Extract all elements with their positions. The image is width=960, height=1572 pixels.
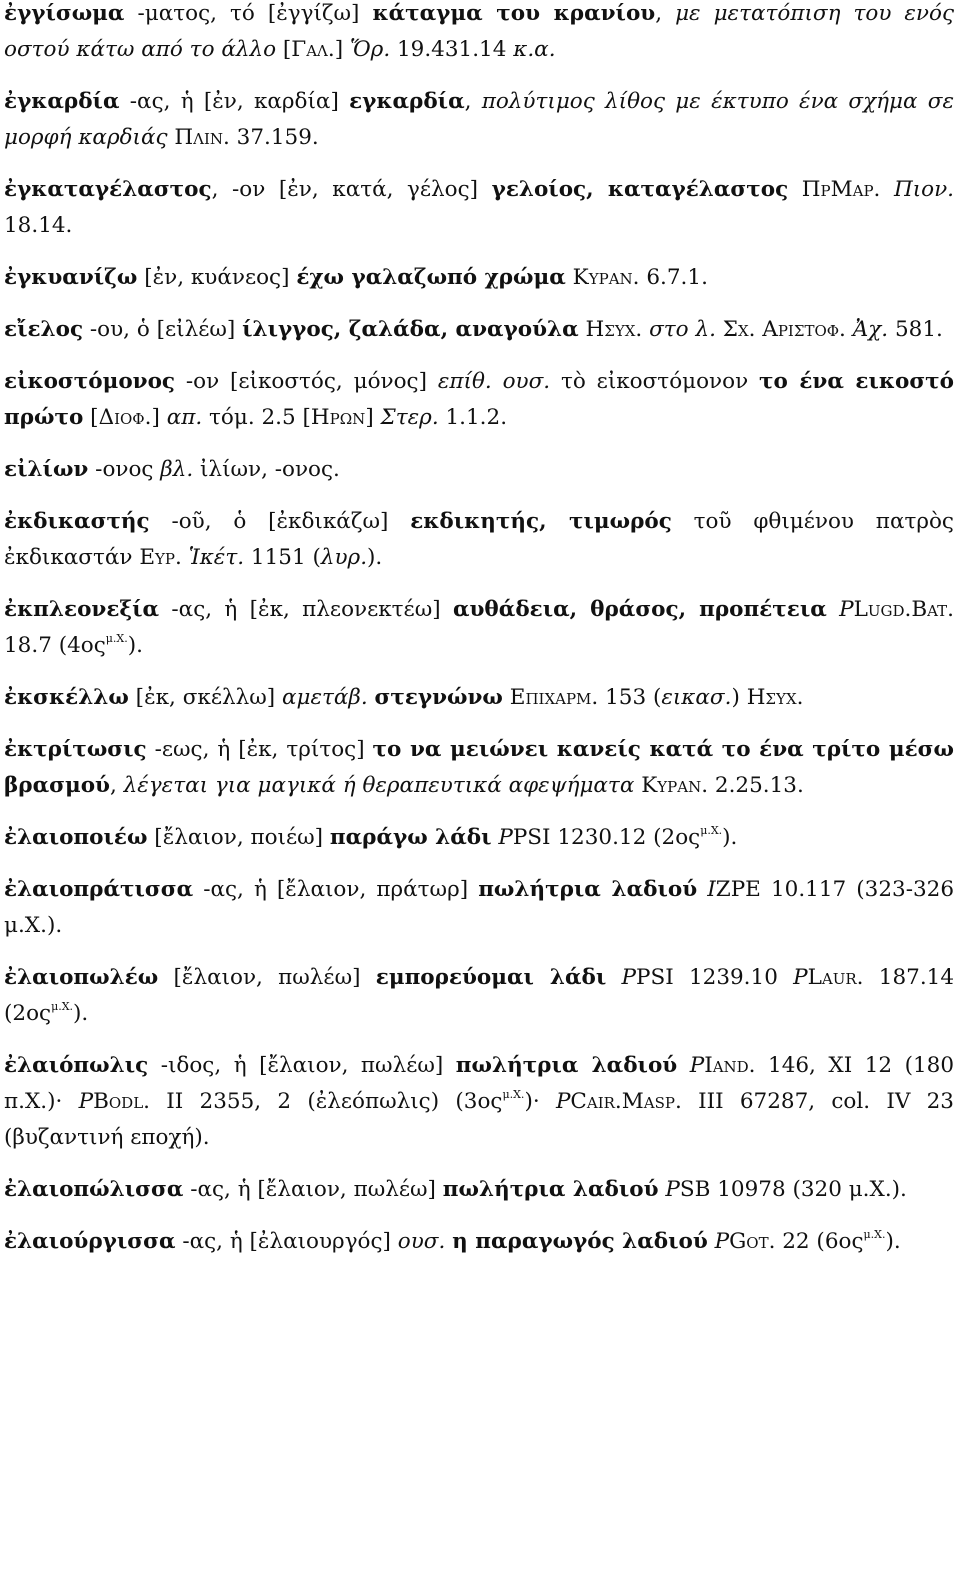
headword: ἐκσκέλλω [4,685,129,710]
entry-text: SB [679,1177,711,1202]
source-abbreviation: Lugd.Bat. [853,597,954,622]
definition: το ένα εικοστό πρώτο [4,369,954,430]
italic-note: πολύτιμος λίθος με έκτυπο ένα σχήμα σε μορφή καρδιάς [4,89,954,150]
entry-text [606,965,621,990]
entry-text: 10978 (320 μ.Χ.). [710,1177,907,1202]
entry-elaiopolis [4,1048,954,1156]
entry-text: ] [151,405,167,430]
source-abbreviation: Επιχαρμ. [509,685,599,710]
entry-text: -ας, ἡ [ἐλαιουργός] [175,1229,398,1254]
entry-text: -ας, ἡ [ἐκ, πλεονεκτέω] [159,597,453,622]
entry-text: ] [334,37,350,62]
entry-text: -ιδος, ἡ [ἔλαιον, πωλέω] [148,1053,456,1078]
entry-text: ). [885,1229,901,1254]
definition: πωλήτρια λαδιού [478,877,698,902]
entry-elaiopoleo [4,960,954,1032]
italic-note: P [78,1089,94,1114]
italic-note: P [689,1053,705,1078]
entry-text: ). [367,545,383,570]
entry-text: ἰλίων, -ονος. [193,457,340,482]
entry-eikostomonos [4,364,954,436]
headword: εἰκοστόμονος [4,369,176,394]
entry-text: ZPE [715,877,761,902]
entry-text: ). [722,825,738,850]
entry-elaiopratissa [4,872,954,944]
entry-elaiopolissa [4,1172,954,1208]
entry-ekdikastis [4,504,954,576]
entry-text: , [655,1,676,26]
entry-enkatagelastos [4,172,954,244]
entry-ektritosis [4,732,954,804]
entry-text: , [109,773,124,798]
headword: ἐκπλεονεξία [4,597,160,622]
entry-text [503,685,510,710]
entry-text: -οῦ, ὁ [ἐκδικάζω] [149,509,411,534]
source-abbreviation: Got. [729,1229,776,1254]
entry-text: [ [83,405,99,430]
italic-note: λέγεται για μαγικά ή θεραπευτικά αφεψήματα [123,773,635,798]
source-abbreviation: Ηρων [310,405,366,430]
source-abbreviation: Cair.Masp. [570,1089,682,1114]
entry-text [182,545,189,570]
italic-note: P [621,965,636,990]
entry-text: -ον [εἰκοστός, μόνος] [175,369,438,394]
italic-note: P [498,825,513,850]
source-abbreviation: ΠρΜαρ. [801,177,881,202]
entry-text [697,877,707,902]
headword: εἴελος [4,317,84,342]
italic-note: απ. [166,405,203,430]
source-abbreviation: Γαλ. [291,37,335,62]
entry-elaiopoieo [4,820,954,856]
italic-note: Πιον. [893,177,955,202]
entry-text: 153 ( [598,685,662,710]
entry-text: -ας, ἡ [ἔλαιον, πράτωρ] [193,877,479,902]
entry-text: III 67287, col. IV 23 (βυζαντινή εποχή). [4,1089,954,1150]
source-abbreviation: Σχ. Αριστοφ. [722,317,846,342]
source-abbreviation: Ησυχ. [746,685,804,710]
source-abbreviation: Iand. [704,1053,756,1078]
source-abbreviation: Ευρ. [139,545,182,570]
definition: παράγω λάδι [329,825,492,850]
italic-note: P [793,965,808,990]
entry-text: , -ον [ἐν, κατά, γέλος] [211,177,492,202]
entry-text [368,685,375,710]
entry-text: 187.14 (2ος [4,965,955,1026]
entry-text: -ας, ἡ [ἐν, καρδία] [119,89,350,114]
entry-text: 6.7.1. [639,265,708,290]
headword: ἐλαιόπωλις [4,1053,149,1078]
entry-text: τόμ. 2.5 [ [202,405,311,430]
italic-note: εικασ. [661,685,732,710]
definition: εμπορεύομαι λάδι [375,965,607,990]
entry-text: [ἔλαιον, ποιέω] [147,825,330,850]
entry-text: ). [127,633,143,658]
entry-text: ). [73,1001,89,1026]
entry-enkardia [4,84,954,156]
entry-text: ] [365,405,381,430]
italic-note: λυρ. [320,545,368,570]
entry-text [827,597,839,622]
entry-text: PSI [512,825,551,850]
entry-text: 1239.10 [673,965,794,990]
entry-text: 18.14. [4,213,73,238]
headword: ἐγγίσωμα [4,1,125,26]
headword: ἐλαιούργισσα [4,1229,176,1254]
entry-text: )· [524,1089,556,1114]
definition: στεγνώνω [374,685,503,710]
era-superscript: μ.Χ. [502,1087,525,1101]
definition: πωλήτρια λαδιού [442,1177,659,1202]
entry-text [788,177,802,202]
era-superscript: μ.Χ. [863,1227,886,1241]
italic-note: ουσ. [397,1229,446,1254]
entry-text: 18.7 (4ος [4,633,106,658]
entry-text: 10.117 (323-326 μ.Χ.). [4,877,954,938]
era-superscript: μ.Χ. [105,631,128,645]
italic-note: κ.α. [513,37,556,62]
italic-note: στο λ. [649,317,716,342]
entry-text: 1.1.2. [438,405,508,430]
entry-text: -ας, ἡ [ἔλαιον, πωλέω] [183,1177,443,1202]
definition: έχω γαλαζωπό χρώμα [296,265,566,290]
entry-text [708,1229,715,1254]
era-superscript: μ.Χ. [51,999,74,1013]
entry-text: τὸ εἰκοστόμονον [550,369,760,394]
entry-text [677,1053,690,1078]
entry-text: ) [731,685,747,710]
definition: γελοίος, καταγέλαστος [491,177,789,202]
headword: ἐλαιοποιέω [4,825,148,850]
headword: ἐγκαταγέλαστος [4,177,212,202]
entry-text [716,317,723,342]
italic-note: I [707,877,716,902]
source-abbreviation: Διοφ. [98,405,152,430]
headword: εἰλίων [4,457,89,482]
entry-ekpleonexia [4,592,954,664]
italic-note: Ἱκέτ. [188,545,245,570]
italic-note: P [665,1177,680,1202]
entry-text [566,265,573,290]
entry-text: -ματος, τό [ἐγγίζω] [124,1,373,26]
entry-text: [ἐκ, σκέλλω] [128,685,282,710]
definition: εκδικητής, τιμωρός [410,509,672,534]
italic-note: επίθ. ουσ. [437,369,551,394]
entry-text [880,177,894,202]
entry-text: 2.25.13. [708,773,804,798]
italic-note: Στερ. [380,405,439,430]
definition: κάταγμα του κρανίου [372,1,656,26]
definition: αυθάδεια, θράσος, προπέτεια [452,597,827,622]
entry-text: , [464,89,482,114]
entry-enkyanizo [4,260,954,296]
entry-text: 146, XI 12 (180 π.Χ.)· [4,1053,954,1114]
entry-text: PSI [636,965,674,990]
definition: εγκαρδία [349,89,465,114]
headword: ἐλαιοπωλέω [4,965,159,990]
entry-text: 22 (6ος [775,1229,864,1254]
entry-text: [ἐν, κυάνεος] [137,265,297,290]
entry-text: [ [276,37,292,62]
source-abbreviation: Κυραν. [572,265,640,290]
entry-text [846,317,853,342]
entry-text: 1151 ( [244,545,321,570]
entry-text: 581. [888,317,943,342]
headword: ἐγκαρδία [4,89,120,114]
source-abbreviation: Ησυχ. [585,317,643,342]
source-abbreviation: Bodl. [93,1089,150,1114]
entry-eilion [4,452,954,488]
entry-eielos [4,312,954,348]
source-abbreviation: Laur. [807,965,864,990]
entry-text: -εως, ἡ [ἐκ, τρίτος] [146,737,373,762]
italic-note: P [839,597,854,622]
entry-text: 19.431.14 [390,37,514,62]
headword: ἐγκυανίζω [4,265,138,290]
italic-note: P [555,1089,571,1114]
source-abbreviation: Πλιν. [174,125,230,150]
italic-note: βλ. [160,457,194,482]
definition: ίλιγγος, ζαλάδα, αναγούλα [242,317,579,342]
headword: ἐκτρίτωσις [4,737,147,762]
entry-elaiourgissa [4,1224,954,1260]
entry-text: 1230.12 (2ος [550,825,701,850]
italic-note: Ἀχ. [852,317,889,342]
definition: πωλήτρια λαδιού [455,1053,678,1078]
entry-ekskello [4,680,954,716]
entry-text: τοῦ φθιμένου πατρὸς ἐκδικαστάν [4,509,954,570]
era-superscript: μ.Χ. [700,823,723,837]
definition: η παραγωγός λαδιού [452,1229,708,1254]
entry-text: 37.159. [229,125,319,150]
headword: ἐλαιοπράτισσα [4,877,194,902]
italic-note: αμετάβ. [281,685,368,710]
entry-text: -ονος [88,457,161,482]
italic-note: με μετατόπιση του ενός οστού κάτω από το άλλο [4,1,954,62]
entry-text: [ἔλαιον, πωλέω] [158,965,376,990]
definition: το να μειώνει κανείς κατά το ένα τρίτο μέσω βρασμού [4,737,954,798]
source-abbreviation: Κυραν. [641,773,709,798]
entry-text: II 2355, 2 (ἐλεόπωλις) (3ος [150,1089,503,1114]
headword: ἐλαιοπώλισσα [4,1177,184,1202]
headword: ἐκδικαστής [4,509,150,534]
entry-engisoma [4,0,954,68]
entry-text: -ου, ὁ [εἰλέω] [83,317,243,342]
italic-note: P [714,1229,730,1254]
italic-note: Ὅρ. [349,37,391,62]
